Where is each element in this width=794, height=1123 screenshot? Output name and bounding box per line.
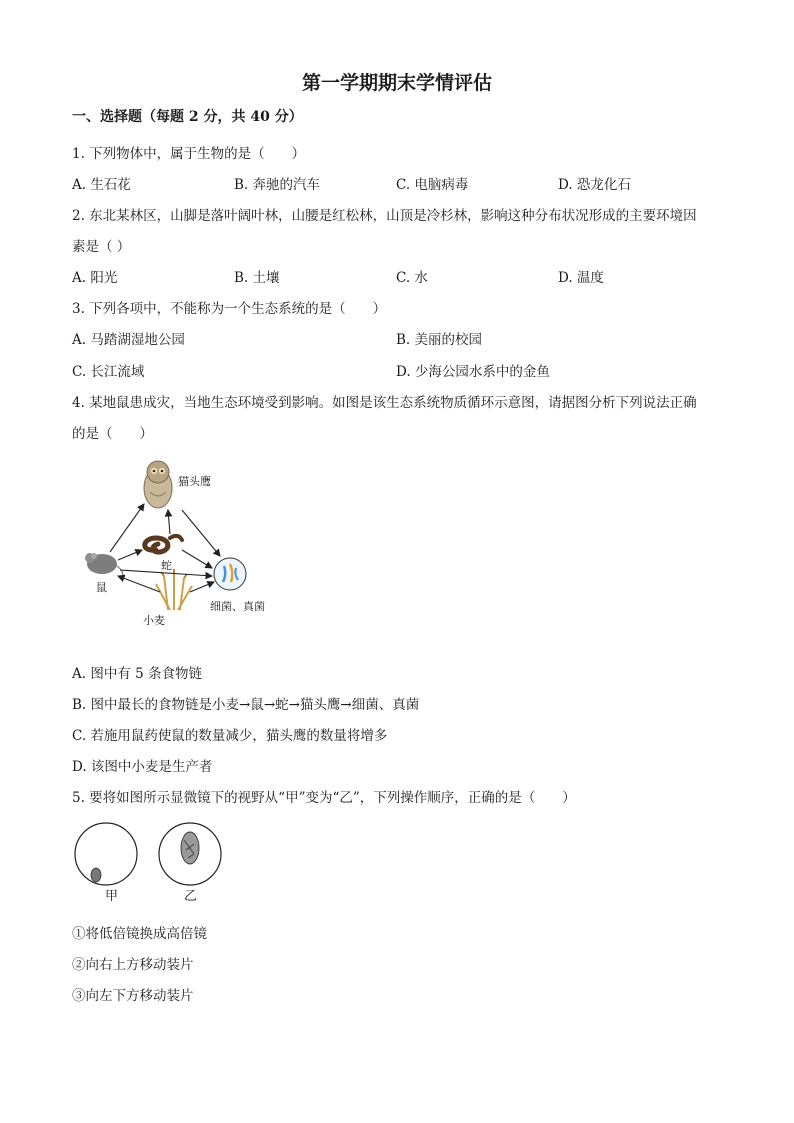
- field-jia: [75, 823, 137, 885]
- page-title: 第一学期期末学情评估: [301, 72, 492, 94]
- q2-option-b: B. 土壤: [234, 270, 280, 286]
- q4-option-b: B. 图中最长的食物链是小麦→鼠→蛇→猫头鹰→细菌、真菌: [72, 697, 420, 713]
- mouse-icon: [85, 553, 123, 578]
- q4-option-a: A. 图中有 5 条食物链: [72, 666, 203, 682]
- label-mouse: 鼠: [96, 581, 107, 594]
- q3-option-c: C. 长江流域: [72, 364, 145, 380]
- arrow-wheat-to-mouse: [118, 576, 160, 592]
- label-bacteria-fungi: 细菌、真菌: [210, 600, 265, 613]
- q1-option-d: D. 恐龙化石: [558, 177, 631, 193]
- label-owl: 猫头鹰: [178, 475, 211, 488]
- q2-option-d: D. 温度: [558, 270, 604, 286]
- owl-icon: [144, 461, 172, 508]
- q5-step-2: ②向右上方移动装片: [72, 957, 194, 973]
- arrow-mouse-to-owl: [110, 504, 144, 552]
- arrow-mouse-to-snake: [118, 550, 142, 560]
- question-2-stem-line1: 2. 东北某林区，山脚是落叶阔叶林，山腰是红松林，山顶是冷杉林，影响这种分布状况形成的主要环境因: [72, 208, 697, 224]
- q1-option-a: A. 生石花: [72, 177, 131, 193]
- q4-option-c: C. 若施用鼠药使鼠的数量减少，猫头鹰的数量将增多: [72, 728, 388, 744]
- question-4-stem-line2: 的是（ ）: [72, 426, 153, 442]
- microscope-fields-figure: [72, 820, 232, 890]
- q4-option-d: D. 该图中小麦是生产者: [72, 759, 213, 775]
- label-wheat: 小麦: [143, 614, 165, 627]
- arrow-owl-to-decomposer: [182, 510, 220, 556]
- arrow-snake-to-owl: [168, 510, 170, 534]
- q2-option-c: C. 水: [396, 270, 428, 286]
- label-yi: 乙: [184, 889, 198, 904]
- bacteria-fungi-icon: [214, 558, 246, 590]
- q5-step-3: ③向左下方移动装片: [72, 988, 194, 1004]
- q1-option-b: B. 奔驰的汽车: [234, 177, 321, 193]
- question-1-stem: 1. 下列物体中，属于生物的是（ ）: [72, 146, 306, 162]
- q2-option-a: A. 阳光: [72, 270, 118, 286]
- q3-option-a: A. 马踏湖湿地公园: [72, 332, 185, 348]
- q3-option-d: D. 少海公园水系中的金鱼: [396, 364, 550, 380]
- arrow-snake-to-decomposer: [182, 550, 212, 568]
- question-2-stem-line2: 素是（ ）: [72, 239, 131, 255]
- q5-step-1: ①将低倍镜换成高倍镜: [72, 926, 207, 942]
- q1-option-c: C. 电脑病毒: [396, 177, 469, 193]
- question-4-stem-line1: 4. 某地鼠患成灾，当地生态环境受到影响。如图是该生态系统物质循环示意图，请据图分析下列说法正确: [72, 395, 697, 411]
- arrow-wheat-to-decomposer: [190, 582, 214, 592]
- section-heading: 一、选择题（每题 2 分，共 40 分）: [72, 109, 303, 125]
- q3-option-b: B. 美丽的校园: [396, 332, 483, 348]
- question-3-stem: 3. 下列各项中，不能称为一个生态系统的是（ ）: [72, 301, 387, 317]
- question-5-stem: 5. 要将如图所示显微镜下的视野从“甲”变为“乙”，下列操作顺序，正确的是（ ）: [72, 790, 576, 806]
- label-jia: 甲: [105, 889, 119, 904]
- snake-icon: [145, 536, 182, 552]
- label-snake: 蛇: [161, 559, 172, 572]
- wheat-icon: [156, 569, 192, 610]
- field-yi: [159, 823, 221, 885]
